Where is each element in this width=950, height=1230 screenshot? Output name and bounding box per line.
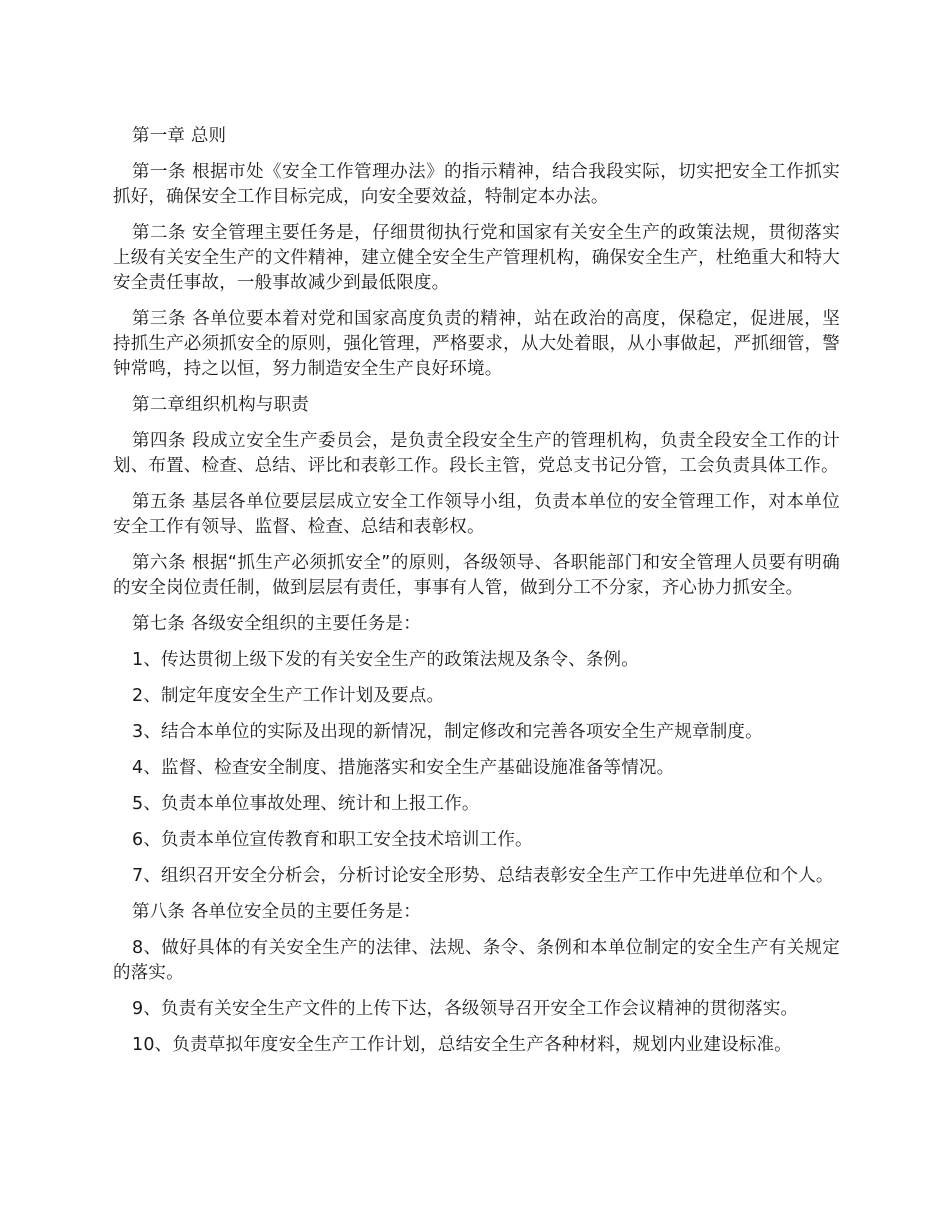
article-paragraph: 第四条 段成立安全生产委员会，是负责全段安全生产的管理机构，负责全段安全工作的计划、布置、检查、总结、评比和表彰工作。段长主管，党总支书记分管，工会负责具体工作。 [113,431,840,476]
list-item: 3、结合本单位的实际及出现的新情况，制定修改和完善各项安全生产规章制度。 [132,722,763,742]
article-paragraph: 第八条 各单位安全员的主要任务是： [132,902,421,922]
article-paragraph: 第二条 安全管理主要任务是，仔细贯彻执行党和国家有关安全生产的政策法规，贯彻落实上级有关安全生产的文件精神，建立健全安全生产管理机构，确保安全生产，杜绝重大和特大安全责任事故，一般事故减少到最低限度。 [113,223,840,293]
article-paragraph: 第一条 根据市处《安全工作管理办法》的指示精神，结合我段实际，切实把安全工作抓实抓好，确保安全工作目标完成，向安全要效益，特制定本办法。 [113,162,840,207]
article-paragraph: 第五条 基层各单位要层层成立安全工作领导小组，负责本单位的安全管理工作，对本单位安全工作有领导、监督、检查、总结和表彰权。 [113,492,840,537]
list-item: 6、负责本单位宣传教育和职工安全技术培训工作。 [132,830,533,850]
list-item: 7、组织召开安全分析会，分析讨论安全形势、总结表彰安全生产工作中先进单位和个人。 [132,866,834,886]
chapter-heading: 第二章组织机构与职责 [132,395,309,415]
article-paragraph: 第六条 根据“抓生产必须抓安全”的原则，各级领导、各职能部门和安全管理人员要有明确的安全岗位责任制，做到层层有责任，事事有人管，做到分工不分家，齐心协力抓安全。 [113,553,840,598]
list-item: 9、负责有关安全生产文件的上传下达，各级领导召开安全工作会议精神的贯彻落实。 [132,999,799,1019]
list-item: 10、负责草拟年度安全生产工作计划，总结安全生产各种材料，规划内业建设标准。 [132,1035,792,1055]
chapter-heading: 第一章 总则 [132,126,227,146]
document-body [113,124,840,1069]
article-paragraph: 第七条 各级安全组织的主要任务是： [132,614,421,634]
list-item: 1、传达贯彻上级下发的有关安全生产的政策法规及条令、条例。 [132,650,639,670]
list-item: 5、负责本单位事故处理、统计和上报工作。 [132,794,480,814]
list-item: 8、做好具体的有关安全生产的法律、法规、条令、条例和本单位制定的安全生产有关规定的落实。 [113,938,840,983]
article-paragraph: 第三条 各单位要本着对党和国家高度负责的精神，站在政治的高度，保稳定，促进展，坚持抓生产必须抓安全的原则，强化管理，严格要求，从大处着眼，从小事做起，严抓细管，警钟常鸣，持之以恒，努力制造安全生产良好环境。 [113,309,840,379]
list-item: 4、监督、检查安全制度、措施落实和安全生产基础设施准备等情况。 [132,758,675,778]
list-item: 2、制定年度安全生产工作计划及要点。 [132,686,445,706]
